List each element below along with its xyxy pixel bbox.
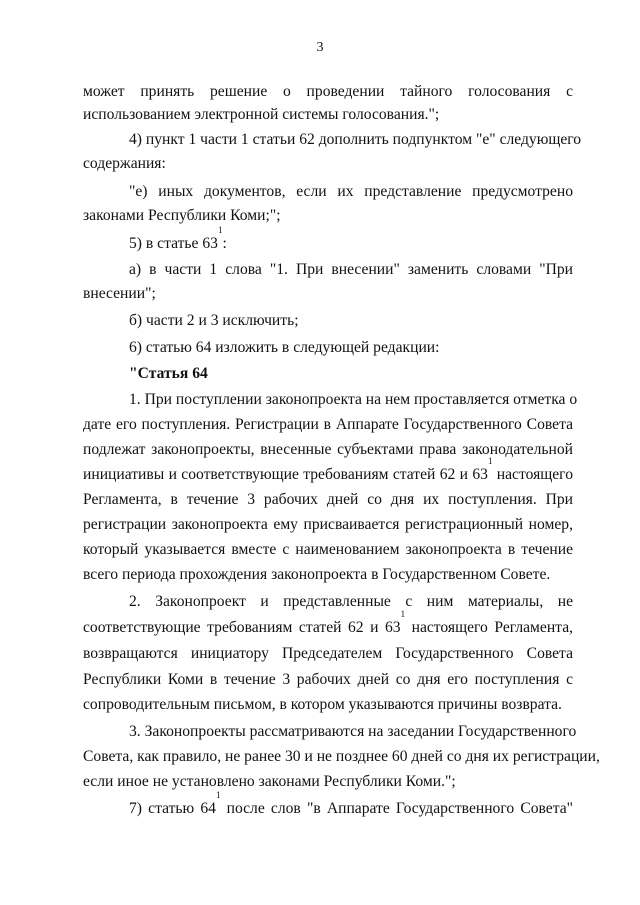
text-line: 6) статью 64 изложить в следующей редакции: — [129, 339, 440, 356]
superscript: 1 — [215, 790, 221, 800]
superscript: 1 — [400, 609, 406, 619]
text-line: подлежат законопроекты, внесенные субъектами права законодательной — [83, 441, 573, 458]
text-line: содержания: — [83, 155, 166, 172]
text-line: Регламента, в течение 3 рабочих дней со дня их поступления. При — [83, 491, 573, 508]
text-line: законами Республики Коми;"; — [83, 207, 281, 224]
text-line: 4) пункт 1 части 1 статьи 62 дополнить подпунктом "е" следующего — [129, 131, 582, 148]
page-number: 3 — [316, 40, 324, 55]
text-line: а) в части 1 слова "1. При внесении" заменить словами "При — [129, 261, 573, 278]
text-line: внесении"; — [83, 285, 156, 302]
text-line: 5) в статье $63^1$: — [129, 225, 227, 252]
text-line: возвращаются инициатору Председателем Государственного Совета — [83, 645, 573, 662]
text-line: может принять решение о проведении тайного голосования с — [83, 83, 573, 100]
superscript: 1 — [217, 225, 223, 235]
text-line: Совета, как правило, не ранее 30 и не позднее 60 дней со дня их регистрации, — [83, 748, 600, 765]
text-line: "е) иных документов, если их представление предусмотрено — [129, 183, 573, 200]
text-line: инициативы и соответствующие требованиям статей 62 и $63^1$ настоящего — [83, 456, 573, 483]
article-heading: "Статья 64 — [129, 365, 208, 382]
superscript: 1 — [487, 456, 493, 466]
text-line: всего периода прохождения законопроекта в Государственном Совете. — [83, 566, 551, 583]
text-line: Республики Коми в течение 3 рабочих дней со дня его поступления с — [83, 671, 573, 688]
text-line: дате его поступления. Регистрации в Аппарате Государственного Совета — [83, 416, 573, 433]
text-line: 1. При поступлении законопроекта на нем проставляется отметка о — [129, 391, 578, 408]
text-line: сопроводительным письмом, в котором указываются причины возврата. — [83, 696, 562, 713]
text-line: если иное не установлено законами Республики Коми."; — [83, 773, 456, 790]
text-line: 7) статью $64^1$ после слов "в Аппарате Государственного Совета" — [129, 790, 574, 817]
text-line: использованием электронной системы голосования."; — [83, 106, 440, 123]
text-line: б) части 2 и 3 исключить; — [129, 312, 299, 329]
text-line: который указывается вместе с наименованием законопроекта в течение — [83, 541, 573, 558]
text-line: 2. Законопроект и представленные с ним материалы, не — [129, 593, 573, 610]
text-line: 3. Законопроекты рассматриваются на заседании Государственного — [129, 723, 577, 740]
text-line: соответствующие требованиям статей 62 и $63^1$ настоящего Регламента, — [83, 609, 574, 636]
text-line: регистрации законопроекта ему присваивается регистрационный номер, — [83, 516, 573, 533]
